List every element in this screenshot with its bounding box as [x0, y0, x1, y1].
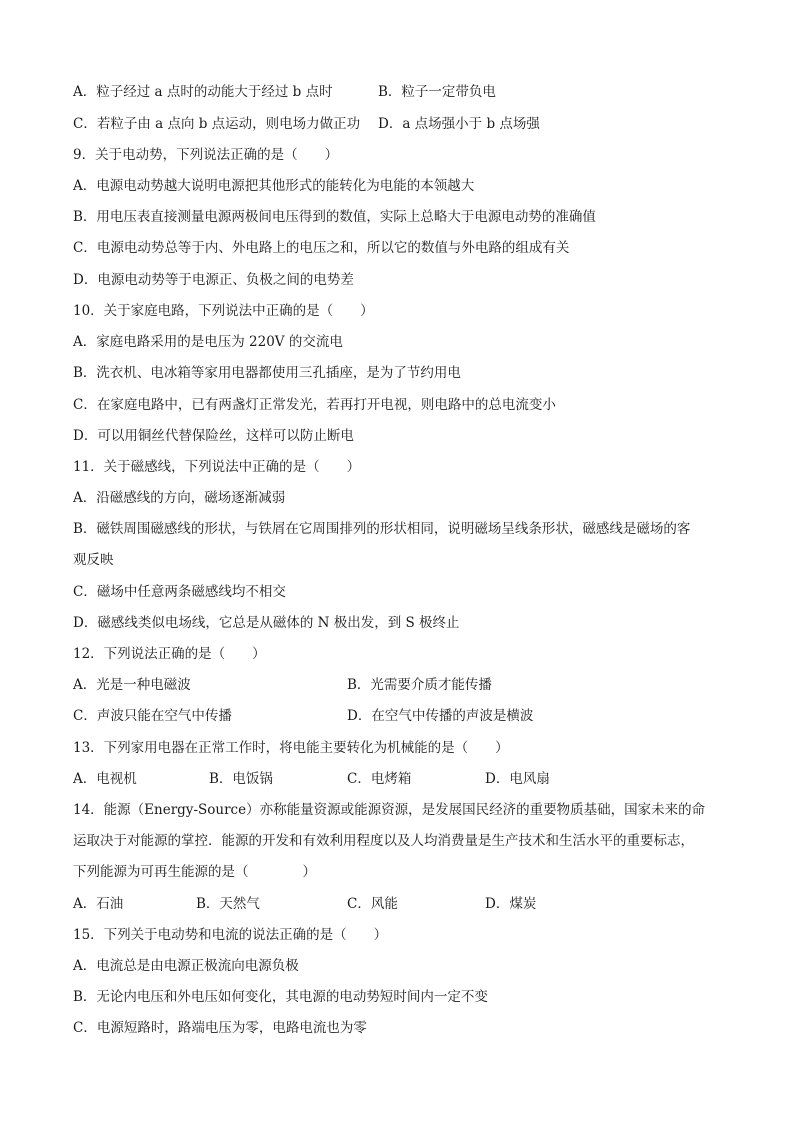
q10-option-c: C．在家庭电路中，已有两盏灯正常发光，若再打开电视，则电路中的总电流变小 — [73, 397, 556, 413]
option-b: B．粒子一定带负电 — [378, 84, 496, 100]
question-14-cont-1: 运取决于对能源的掌控．能源的开发和有效利用程度以及人均消费量是生产技术和生活水平的重要标志， — [73, 833, 694, 849]
option-line — [73, 83, 333, 101]
q13-option-d: D．电风扇 — [485, 771, 550, 787]
q13-option-b: B．电饭锅 — [209, 771, 273, 787]
q15-option-c: C．电源短路时，路端电压为零，电路电流也为零 — [73, 1020, 367, 1036]
q13-option-c: C．电烤箱 — [347, 771, 412, 787]
q11-option-c: C．磁场中任意两条磁感线均不相交 — [73, 584, 286, 600]
q11-option-b: B．磁铁周围磁感线的形状，与铁屑在它周围排列的形状相同，说明磁场呈线条形状，磁感线是磁场的客 — [73, 521, 691, 537]
question-14: 14．能源（Energy-Source）亦称能量资源或能源资源，是发展国民经济的重要物质基础，国家未来的命 — [73, 802, 706, 818]
q14-option-d: D．煤炭 — [485, 896, 537, 912]
question-15: 15．下列关于电动势和电流的说法正确的是（ ） — [73, 927, 388, 943]
q9-option-c: C．电源电动势总等于内、外电路上的电压之和，所以它的数值与外电路的组成有关 — [73, 240, 570, 256]
q9-option-b: B．用电压表直接测量电源两极间电压得到的数值，实际上总略大于电源电动势的准确值 — [73, 209, 596, 225]
q12-option-c: C．声波只能在空气中传播 — [73, 708, 232, 724]
q9-option-a: A．电源电动势越大说明电源把其他形式的能转化为电能的本领越大 — [73, 178, 475, 194]
q12-option-a: A．光是一种电磁波 — [73, 677, 191, 693]
question-10: 10．关于家庭电路，下列说法中正确的是（ ） — [73, 303, 374, 319]
q12-option-b: B．光需要介质才能传播 — [347, 677, 492, 693]
option-a: A．粒子经过 a 点时的动能大于经过 b 点时 — [73, 84, 333, 100]
question-11: 11．关于磁感线，下列说法中正确的是（ ） — [73, 459, 361, 475]
q14-option-c: C．风能 — [347, 896, 398, 912]
question-9: 9．关于电动势，下列说法正确的是（ ） — [73, 147, 339, 163]
question-12: 12．下列说法正确的是（ ） — [73, 646, 266, 662]
option-d: D．a 点场强小于 b 点场强 — [378, 116, 540, 132]
q14-option-a: A．石油 — [73, 896, 124, 912]
q9-option-d: D．电源电动势等于电源正、负极之间的电势差 — [73, 272, 354, 288]
q11-option-d: D．磁感线类似电场线，它总是从磁体的 N 极出发，到 S 极终止 — [73, 615, 460, 631]
q10-option-d: D．可以用铜丝代替保险丝，这样可以防止断电 — [73, 428, 354, 444]
q10-option-b: B．洗衣机、电冰箱等家用电器都使用三孔插座，是为了节约用电 — [73, 365, 461, 381]
question-13: 13．下列家用电器在正常工作时，将电能主要转化为机械能的是（ ） — [73, 740, 509, 756]
q10-option-a: A．家庭电路采用的是电压为 220V 的交流电 — [73, 334, 343, 350]
q11-option-b-cont: 观反映 — [73, 552, 114, 568]
q11-option-a: A．沿磁感线的方向，磁场逐渐减弱 — [73, 490, 286, 506]
q15-option-a: A．电流总是由电源正极流向电源负极 — [73, 958, 299, 974]
option-c: C．若粒子由 a 点向 b 点运动，则电场力做正功 — [73, 116, 361, 132]
q13-option-a: A．电视机 — [73, 771, 137, 787]
q14-option-b: B．天然气 — [196, 896, 260, 912]
question-14-cont-2: 下列能源为可再生能源的是（ ） — [73, 864, 316, 880]
q12-option-d: D．在空气中传播的声波是横波 — [347, 708, 534, 724]
q15-option-b: B．无论内电压和外电压如何变化，其电源的电动势短时间内一定不变 — [73, 989, 488, 1005]
